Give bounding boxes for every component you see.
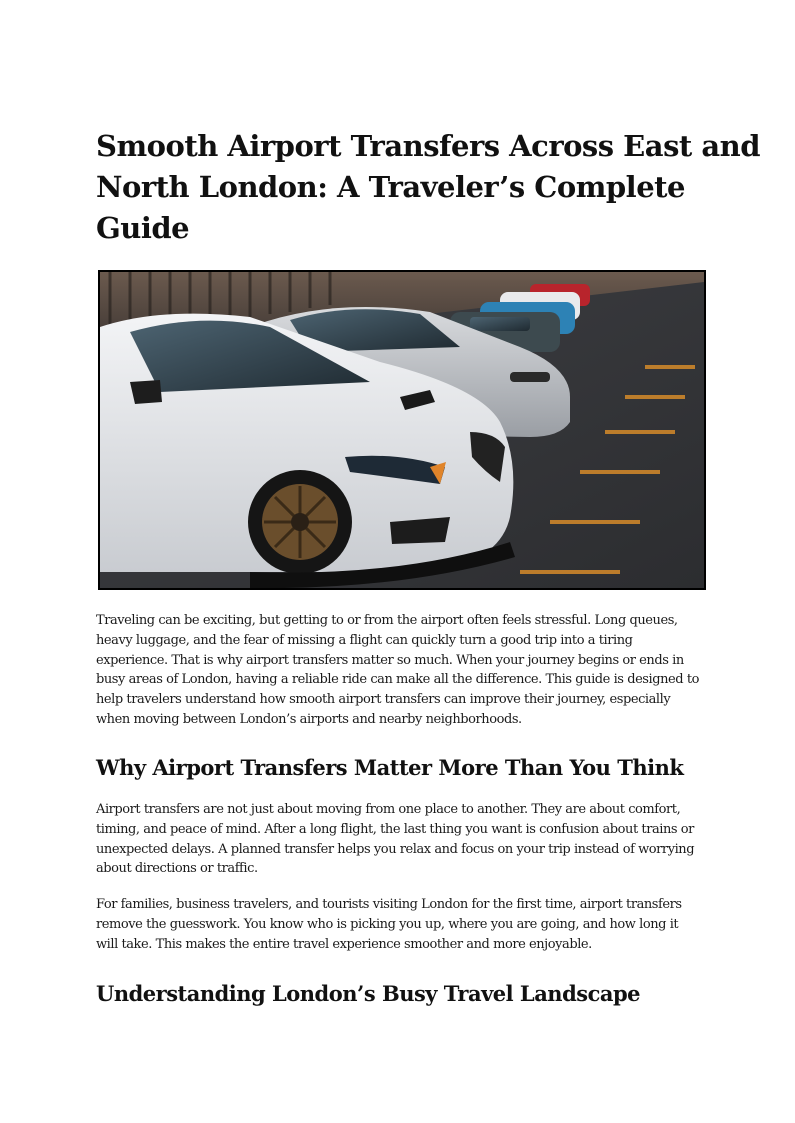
text-line: Traveling can be exciting, but getting to or from the airport often feels stressful. Long queues, (96, 613, 678, 628)
text-line: experience. That is why airport transfers matter so much. When your journey begins or ends in (96, 652, 684, 668)
title-line: North London: A Traveler’s Complete (96, 170, 685, 204)
text-line: about directions or traffic. (96, 861, 258, 877)
hero-image (98, 270, 706, 590)
text-line: For families, business travelers, and tourists visiting London for the first time, airport transfers (96, 897, 682, 912)
title-line: Smooth Airport Transfers Across East and (96, 129, 761, 163)
parked-cars-image (100, 272, 704, 588)
text-line: remove the guesswork. You know who is picking you up, where you are going, and how long it (96, 916, 679, 932)
body-paragraph (96, 895, 706, 954)
title-line: Guide (96, 211, 190, 245)
body-paragraph (96, 800, 706, 879)
section-heading: Why Airport Transfers Matter More Than You Think (96, 755, 684, 780)
text-line: when moving between London’s airports and nearby neighborhoods. (96, 711, 522, 727)
text-line: help travelers understand how smooth airport transfers can improve their journey, especially (96, 692, 671, 708)
text-line: heavy luggage, and the fear of missing a flight can quickly turn a good trip into a tiring (96, 632, 633, 648)
intro-paragraph (96, 611, 706, 730)
section-heading: Understanding London’s Busy Travel Landscape (96, 981, 641, 1006)
text-line: Airport transfers are not just about moving from one place to another. They are about comfort, (96, 802, 681, 817)
text-line: timing, and peace of mind. After a long flight, the last thing you want is confusion about trains or (96, 821, 694, 837)
text-line: will take. This makes the entire travel experience smoother and more enjoyable. (96, 936, 592, 952)
page-title (96, 126, 761, 249)
text-line: unexpected delays. A planned transfer helps you relax and focus on your trip instead of worrying (96, 841, 695, 857)
text-line: busy areas of London, having a reliable ride can make all the difference. This guide is designed to (96, 672, 699, 688)
